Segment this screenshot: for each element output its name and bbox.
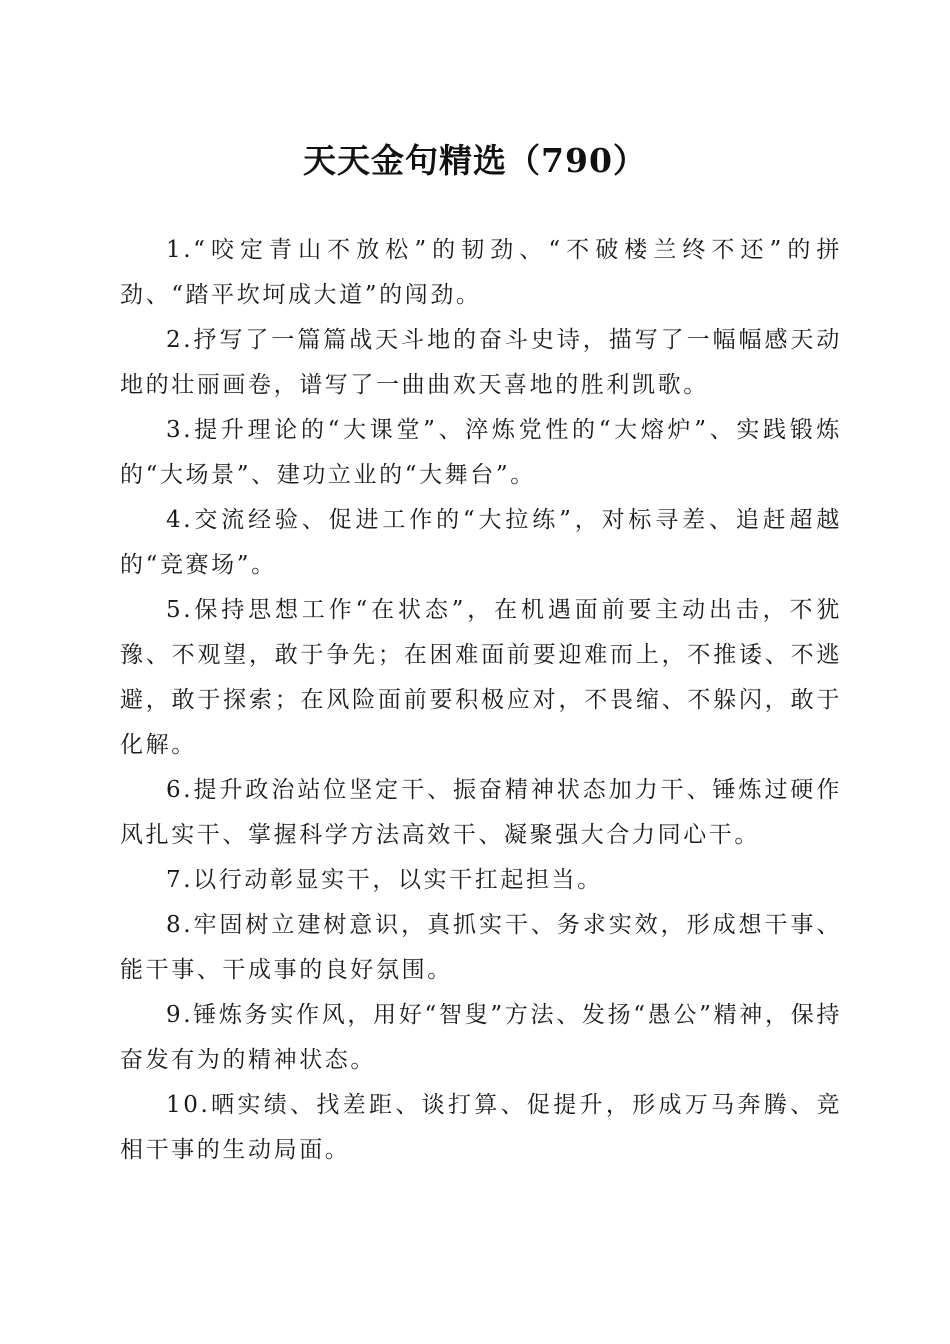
paragraph-3: 3.提升理论的“大课堂”、淬炼党性的“大熔炉”、实践锻炼的“大场景”、建功立业的“大舞台”。: [120, 417, 842, 488]
paragraph-4: 4.交流经验、促进工作的“大拉练”，对标寻差、追赶超越的“竞赛场”。: [120, 507, 842, 578]
paragraph-7: 7.以行动彰显实干，以实干扛起担当。: [166, 867, 603, 893]
paragraph-6: 6.提升政治站位坚定干、振奋精神状态加力干、锤炼过硬作风扎实干、掌握科学方法高效干、凝聚强大合力同心干。: [120, 777, 842, 848]
paragraph-5: 5.保持思想工作“在状态”，在机遇面前要主动出击，不犹豫、不观望，敢于争先；在困难面前要迎难而上，不推诿、不逃避，敢于探索；在风险面前要积极应对，不畏缩、不躲闪，敢于化解。: [120, 597, 842, 758]
paragraph-2: 2.抒写了一篇篇战天斗地的奋斗史诗，描写了一幅幅感天动地的壮丽画卷，谱写了一曲曲欢天喜地的胜利凯歌。: [120, 327, 842, 398]
paragraph-1: 1.“咬定青山不放松”的韧劲、“不破楼兰终不还”的拼劲、“踏平坎坷成大道”的闯劲。: [120, 237, 842, 308]
paragraph-9: 9.锤炼务实作风，用好“智叟”方法、发扬“愚公”精神，保持奋发有为的精神状态。: [120, 1002, 842, 1073]
paragraph-10: 10.晒实绩、找差距、谈打算、促提升，形成万马奔腾、竞相干事的生动局面。: [120, 1092, 842, 1163]
paragraph-8: 8.牢固树立建树意识，真抓实干、务求实效，形成想干事、能干事、干成事的良好氛围。: [120, 912, 842, 983]
document-title: 天天金句精选（790）: [303, 141, 647, 180]
document-body: [120, 228, 842, 1173]
